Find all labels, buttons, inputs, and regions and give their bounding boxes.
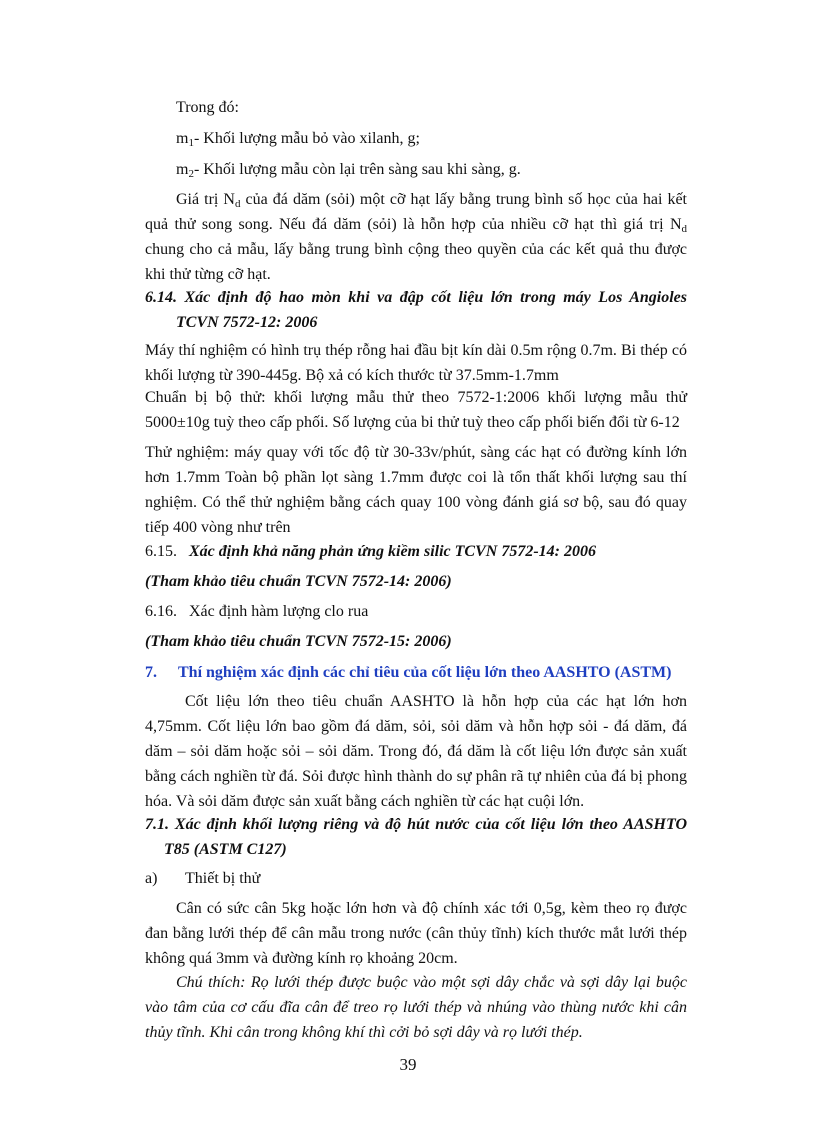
page-number: 39 <box>399 1055 417 1074</box>
preparation-paragraph: Chuẩn bị bộ thử: khối lượng mẫu thử theo 7572-1:2006 khối lượng mẫu thử 5000±10g tuỳ theo cấp phối. Số lượng của bi thử tuỳ theo cấp phối biến đổi từ 6-12 <box>145 389 687 431</box>
equipment-paragraph: Cân có sức cân 5kg hoặc lớn hơn và độ chính xác tới 0,5g, kèm theo rọ được đan bằng lưới thép để cân mẫu trong nước (cân thủy tĩnh) kích thước mắt lưới thép không quá 3mm và đường kính rọ khoảng 20cm. <box>145 900 687 967</box>
section-7-1-heading: 7.1. Xác định khối lượng riêng và độ hút nước của cốt liệu lớn theo AASHTO T85 (ASTM C127) <box>145 816 687 858</box>
section-6-16-reference: (Tham khảo tiêu chuẩn TCVN 7572-15: 2006) <box>145 633 452 650</box>
m2-definition: $m_2-$ Khối lượng mẫu còn lại trên sàng sau khi sàng, g. <box>176 161 521 180</box>
section-6-14-heading: 6.14. Xác định độ hao mòn khi va đập cốt liệu lớn trong máy Los Angioles TCVN 7572-12: 2006 <box>145 289 687 331</box>
nd-paragraph <box>145 187 687 287</box>
test-procedure-paragraph: Thử nghiệm: máy quay với tốc độ từ 30-33v/phút, sàng các hạt có đường kính lớn hơn 1.7mm Toàn bộ phần lọt sàng 1.7mm được coi là tổn thất khối lượng sau thí nghiệm. Có thể thử nghiệm bằng cách quay 100 vòng đánh giá sơ bộ, sau đó quay tiếp 400 vòng như trên <box>145 444 687 536</box>
section-6-15-heading: 6.15. Xác định khả năng phản ứng kiềm silic TCVN 7572-14: 2006 <box>145 543 596 560</box>
section-6-15-reference: (Tham khảo tiêu chuẩn TCVN 7572-14: 2006) <box>145 573 452 590</box>
section-7-heading: 7. Thí nghiệm xác định các chỉ tiêu của cốt liệu lớn theo AASHTO (ASTM) <box>145 664 672 681</box>
paragraph-line: quả thử song song. Nếu đá dăm (sỏi) là hỗn hợp của nhiều cỡ hạt thì giá trị $N_d$ <box>145 216 687 235</box>
m1-definition: $m_1-$ Khối lượng mẫu bỏ vào xilanh, g; <box>176 130 420 149</box>
subsection-a-heading: a) Thiết bị thử <box>145 870 261 887</box>
apparatus-paragraph: Máy thí nghiệm có hình trụ thép rỗng hai đầu bịt kín dài 0.5m rộng 0.7m. Bi thép có khối lượng từ 390-445g. Bộ xả có kích thước từ 37.5mm-1.7mm <box>145 342 687 384</box>
note-paragraph: Chú thích: Rọ lưới thép được buộc vào một sợi dây chắc và sợi dây lại buộc vào tâm của cơ cấu đĩa cân để treo rọ lưới thép và nhúng vào thùng nước khi cân thủy tĩnh. Khi cân trong không khí thì cởi bỏ sợi dây và rọ lưới thép. <box>145 974 687 1041</box>
section-7-intro-paragraph: Cốt liệu lớn theo tiêu chuẩn AASHTO là hỗn hợp của các hạt lớn hơn 4,75mm. Cốt liệu lớn bao gồm đá dăm, sỏi, sỏi dăm và hỗn hợp sỏi - đá dăm, đá dăm – sỏi dăm hoặc sỏi – sỏi dăm. Trong đó, đá dăm là cốt liệu lớn được sản xuất bằng cách nghiền từ đá. Sỏi được hình thành do sự phân rã tự nhiên của đá bị phong hóa. Và sỏi dăm được sản xuất bằng cách nghiền từ các hạt cuội lớn. <box>145 693 687 810</box>
section-6-16-heading: 6.16. Xác định hàm lượng clo rua <box>145 603 369 620</box>
where-intro: Trong đó: <box>176 99 239 116</box>
paragraph-line: khi thử từng cỡ hạt. <box>145 266 271 283</box>
paragraph-line: chung cho cả mẫu, lấy bằng trung bình cộng theo quyền của các kết quả thu được <box>145 241 687 258</box>
paragraph-line: Giá trị $N_d$ của đá dăm (sỏi) một cỡ hạt lấy bằng trung bình số học của hai kết <box>176 191 688 210</box>
